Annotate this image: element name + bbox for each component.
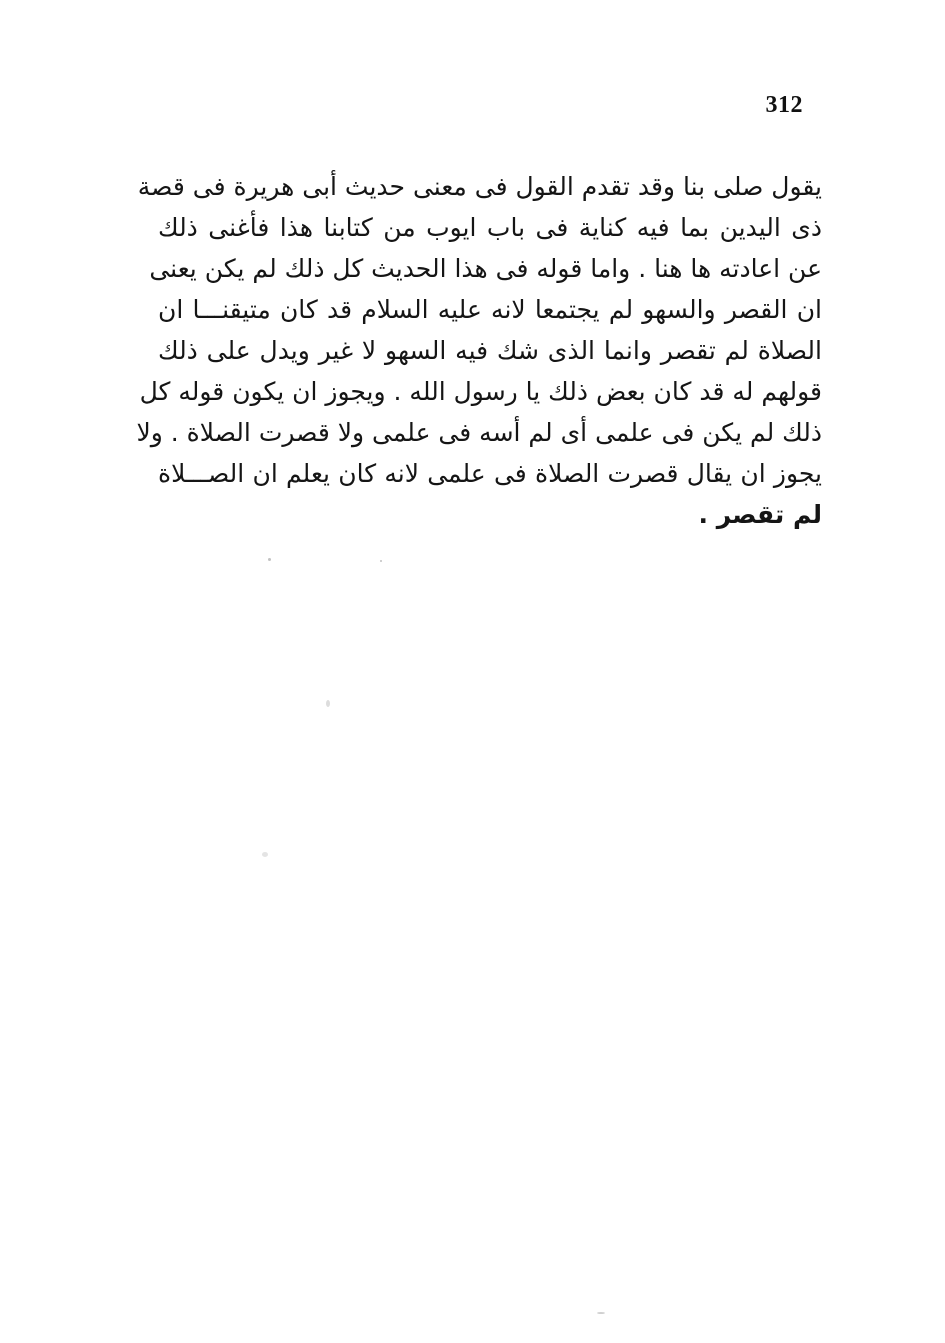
text-line: قولهم له قد كان بعض ذلك يا رسول الله . ويجوز ان يكون قوله كل [139,377,822,406]
text-line: ذلك لم يكن فى علمى أى لم أسه فى علمى ولا قصرت الصلاة . ولا [136,418,822,447]
text-line: ان القصر والسهو لم يجتمعا لانه عليه السلام قد كان متيقنـــا ان [158,295,822,324]
scan-speck [597,1312,605,1314]
text-line: عن اعادته ها هنا . واما قوله فى هذا الحديث كل ذلك لم يكن يعنى [149,254,822,283]
text-line: يقول صلى بنا وقد تقدم القول فى معنى حديث أبى هريرة فى قصة [137,172,822,201]
page-number: 312 [765,92,803,118]
text-line: يجوز ان يقال قصرت الصلاة فى علمى لانه كان يعلم ان الصـــلاة [158,459,822,488]
scan-speck [262,852,268,857]
text-line: الصلاة لم تقصر وانما الذى شك فيه السهو لا غير ويدل على ذلك [158,336,822,365]
text-line: ذى اليدين بما فيه كناية فى باب ايوب من كتابنا هذا فأغنى ذلك [158,213,822,242]
scan-speck [268,558,271,561]
text-line: لم تقصر . [698,500,822,529]
scan-speck [380,560,382,562]
body-text [136,166,822,535]
scan-speck [326,700,330,707]
